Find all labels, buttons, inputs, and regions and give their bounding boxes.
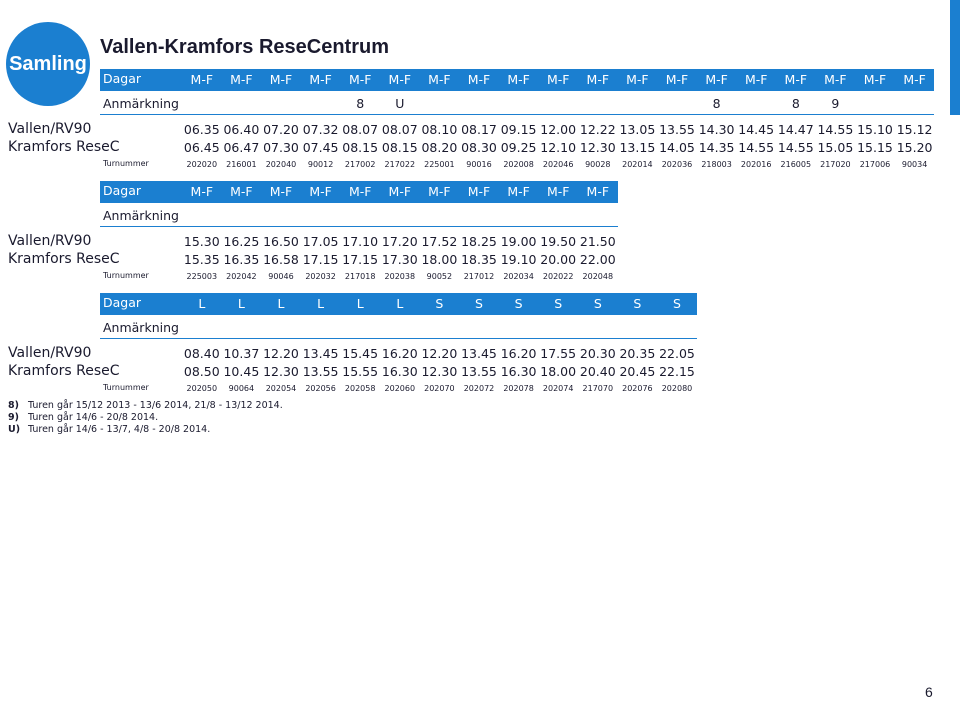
day-cell: L bbox=[356, 296, 364, 311]
departure-time: 08.40 bbox=[183, 346, 220, 361]
day-cell: L bbox=[277, 296, 285, 311]
turnummer-cell: 90034 bbox=[901, 160, 928, 169]
day-cell: M-F bbox=[784, 72, 808, 87]
turnummer-cell: 217006 bbox=[859, 160, 891, 169]
day-cell: L bbox=[237, 296, 245, 311]
accent-bar bbox=[950, 0, 960, 115]
turnummer-cell: 217018 bbox=[344, 272, 376, 281]
arrival-time: 12.30 bbox=[421, 364, 458, 379]
turnummer-cell: 202056 bbox=[305, 384, 336, 393]
turnummer-cell: 90064 bbox=[228, 384, 255, 393]
day-cell: M-F bbox=[705, 72, 728, 87]
day-cell: M-F bbox=[428, 72, 451, 87]
arrival-time: 08.20 bbox=[421, 140, 458, 155]
turnummer-cell: 202078 bbox=[503, 384, 534, 393]
departure-time: 18.25 bbox=[461, 234, 497, 249]
arrival-time: 13.55 bbox=[461, 364, 497, 379]
turnummer-cell: 202048 bbox=[582, 272, 614, 281]
arrival-time: 08.50 bbox=[183, 364, 220, 379]
arrival-time: 18.00 bbox=[421, 252, 458, 267]
departure-time: 17.10 bbox=[342, 234, 379, 249]
note-cell: 8 bbox=[791, 96, 800, 111]
departure-time: 16.20 bbox=[500, 346, 537, 361]
section-rule bbox=[100, 338, 697, 339]
departure-time: 19.50 bbox=[540, 234, 577, 249]
departure-time: 19.00 bbox=[500, 234, 537, 249]
arrival-time: 08.15 bbox=[342, 140, 379, 155]
departure-time: 15.12 bbox=[896, 122, 933, 137]
day-cell: M-F bbox=[190, 72, 214, 87]
day-cell: M-F bbox=[546, 184, 570, 199]
turnummer-cell: 202074 bbox=[542, 384, 574, 393]
day-cell: M-F bbox=[348, 72, 372, 87]
turnummer-cell: 217070 bbox=[582, 384, 614, 393]
departure-time: 14.45 bbox=[738, 122, 775, 137]
arrival-time: 16.30 bbox=[500, 364, 537, 379]
stop-kramfors: Kramfors ReseC bbox=[8, 139, 120, 155]
stop-vallen: Vallen/RV90 bbox=[8, 121, 92, 137]
departure-time: 07.20 bbox=[263, 122, 299, 137]
arrival-time: 06.45 bbox=[183, 140, 220, 155]
turnummer-cell: 225003 bbox=[186, 272, 218, 281]
day-cell: S bbox=[554, 296, 563, 311]
arrival-time: 20.45 bbox=[619, 364, 656, 379]
departure-time: 08.10 bbox=[421, 122, 458, 137]
turnummer-cell: 202050 bbox=[186, 384, 218, 393]
turnummer-cell: 202016 bbox=[740, 160, 772, 169]
day-cell: S bbox=[475, 296, 483, 311]
departure-time: 15.45 bbox=[342, 346, 379, 361]
arrival-time: 14.05 bbox=[659, 140, 695, 155]
departure-time: 22.05 bbox=[659, 346, 695, 361]
turnummer-cell: 218003 bbox=[701, 160, 732, 169]
arrival-time: 06.47 bbox=[223, 140, 260, 155]
arrival-time: 16.30 bbox=[381, 364, 418, 379]
day-cell: M-F bbox=[269, 72, 293, 87]
arrival-time: 12.30 bbox=[579, 140, 616, 155]
day-cell: M-F bbox=[388, 184, 412, 199]
turnummer-cell: 202054 bbox=[265, 384, 297, 393]
departure-time: 20.35 bbox=[619, 346, 656, 361]
turnummer-cell: 90052 bbox=[426, 272, 453, 281]
arrival-time: 20.00 bbox=[540, 252, 577, 267]
day-cell: S bbox=[633, 296, 642, 311]
departure-time: 13.45 bbox=[302, 346, 339, 361]
turnummer-cell: 202080 bbox=[661, 384, 693, 393]
page-number: 6 bbox=[925, 684, 933, 700]
footnote-8: 8) Turen går 15/12 2013 - 13/6 2014, 21/8 - 13/12 2014. bbox=[8, 400, 283, 411]
turnummer-cell: 90046 bbox=[268, 272, 294, 281]
day-cell: M-F bbox=[626, 72, 649, 87]
dagar-label: Dagar bbox=[103, 183, 142, 198]
departure-time: 14.30 bbox=[698, 122, 735, 137]
departure-time: 10.37 bbox=[223, 346, 260, 361]
day-cell: M-F bbox=[467, 184, 491, 199]
arrival-time: 17.15 bbox=[342, 252, 379, 267]
departure-time: 06.40 bbox=[223, 122, 260, 137]
arrival-time: 08.30 bbox=[461, 140, 497, 155]
turnummer-cell: 202046 bbox=[542, 160, 574, 169]
turnummer-label: Turnummer bbox=[103, 159, 149, 168]
arrival-time: 15.05 bbox=[817, 140, 854, 155]
turnummer-cell: 202032 bbox=[305, 272, 336, 281]
departure-time: 12.22 bbox=[579, 122, 616, 137]
arrival-time: 08.15 bbox=[381, 140, 418, 155]
arrival-time: 07.45 bbox=[302, 140, 339, 155]
arrival-time: 19.10 bbox=[500, 252, 537, 267]
anmarkning-label: Anmärkning bbox=[103, 208, 179, 223]
day-cell: M-F bbox=[230, 184, 253, 199]
day-cell: M-F bbox=[309, 184, 332, 199]
turnummer-cell: 90016 bbox=[466, 160, 492, 169]
turnummer-cell: 217020 bbox=[820, 160, 851, 169]
arrival-time: 14.35 bbox=[698, 140, 735, 155]
stop-vallen: Vallen/RV90 bbox=[8, 345, 92, 361]
anmarkning-label: Anmärkning bbox=[103, 320, 179, 335]
turnummer-cell: 202036 bbox=[661, 160, 693, 169]
departure-time: 20.30 bbox=[579, 346, 616, 361]
departure-time: 21.50 bbox=[579, 234, 616, 249]
day-cell: M-F bbox=[744, 72, 768, 87]
turnummer-cell: 216005 bbox=[780, 160, 812, 169]
turnummer-label: Turnummer bbox=[103, 271, 149, 280]
footnote-9: 9) Turen går 14/6 - 20/8 2014. bbox=[8, 412, 159, 423]
day-cell: M-F bbox=[546, 72, 570, 87]
arrival-time: 07.30 bbox=[263, 140, 299, 155]
day-cell: M-F bbox=[863, 72, 887, 87]
turnummer-label: Turnummer bbox=[103, 383, 149, 392]
section-rule bbox=[100, 114, 934, 115]
departure-time: 16.25 bbox=[223, 234, 260, 249]
turnummer-cell: 90028 bbox=[585, 160, 611, 169]
turnummer-cell: 202060 bbox=[384, 384, 416, 393]
stop-vallen: Vallen/RV90 bbox=[8, 233, 92, 249]
day-cell: M-F bbox=[467, 72, 491, 87]
turnummer-cell: 202014 bbox=[622, 160, 653, 169]
departure-time: 12.20 bbox=[421, 346, 458, 361]
arrival-time: 09.25 bbox=[500, 140, 537, 155]
note-cell: U bbox=[395, 96, 405, 111]
day-cell: M-F bbox=[507, 72, 530, 87]
stop-kramfors: Kramfors ReseC bbox=[8, 251, 120, 267]
departure-time: 08.07 bbox=[342, 122, 379, 137]
turnummer-cell: 202072 bbox=[463, 384, 495, 393]
turnummer-cell: 202020 bbox=[186, 160, 218, 169]
arrival-time: 15.35 bbox=[183, 252, 220, 267]
departure-time: 13.55 bbox=[659, 122, 695, 137]
departure-time: 12.20 bbox=[263, 346, 299, 361]
day-cell: L bbox=[396, 296, 404, 311]
arrival-time: 17.30 bbox=[381, 252, 418, 267]
turnummer-cell: 90012 bbox=[307, 160, 334, 169]
day-cell: S bbox=[593, 296, 602, 311]
turnummer-cell: 202070 bbox=[424, 384, 455, 393]
departure-time: 14.55 bbox=[817, 122, 854, 137]
day-cell: M-F bbox=[190, 184, 214, 199]
arrival-time: 20.40 bbox=[579, 364, 616, 379]
turnummer-cell: 217002 bbox=[344, 160, 376, 169]
arrival-time: 13.15 bbox=[619, 140, 656, 155]
day-cell: M-F bbox=[665, 72, 689, 87]
arrival-time: 12.30 bbox=[263, 364, 299, 379]
arrival-time: 22.15 bbox=[659, 364, 695, 379]
note-cell: 8 bbox=[712, 96, 721, 111]
departure-time: 08.17 bbox=[461, 122, 497, 137]
samling-logo bbox=[6, 22, 90, 106]
turnummer-cell: 202034 bbox=[503, 272, 534, 281]
turnummer-cell: 202008 bbox=[503, 160, 534, 169]
arrival-time: 15.55 bbox=[342, 364, 379, 379]
departure-time: 12.00 bbox=[540, 122, 577, 137]
departure-time: 15.30 bbox=[183, 234, 220, 249]
dagar-label: Dagar bbox=[103, 71, 142, 86]
note-cell: 8 bbox=[356, 96, 365, 111]
arrival-time: 12.10 bbox=[540, 140, 577, 155]
page-title: Vallen-Kramfors ReseCentrum bbox=[100, 36, 389, 58]
day-cell: M-F bbox=[348, 184, 372, 199]
turnummer-cell: 202076 bbox=[622, 384, 653, 393]
arrival-time: 18.00 bbox=[540, 364, 577, 379]
departure-time: 15.10 bbox=[857, 122, 893, 137]
stop-kramfors: Kramfors ReseC bbox=[8, 363, 120, 379]
day-cell: L bbox=[317, 296, 325, 311]
dagar-label: Dagar bbox=[103, 295, 142, 310]
footnote-u: U) Turen går 14/6 - 13/7, 4/8 - 20/8 2014. bbox=[8, 424, 211, 435]
arrival-time: 15.20 bbox=[896, 140, 933, 155]
departure-time: 14.47 bbox=[777, 122, 814, 137]
turnummer-cell: 202022 bbox=[542, 272, 574, 281]
day-cell: M-F bbox=[586, 184, 610, 199]
day-cell: M-F bbox=[230, 72, 253, 87]
note-cell: 9 bbox=[831, 96, 840, 111]
turnummer-cell: 202042 bbox=[226, 272, 257, 281]
day-cell: S bbox=[514, 296, 523, 311]
arrival-time: 18.35 bbox=[461, 252, 497, 267]
departure-time: 09.15 bbox=[500, 122, 537, 137]
day-cell: M-F bbox=[428, 184, 451, 199]
turnummer-cell: 216001 bbox=[226, 160, 257, 169]
arrival-time: 14.55 bbox=[738, 140, 775, 155]
day-cell: M-F bbox=[824, 72, 847, 87]
day-cell: L bbox=[198, 296, 206, 311]
arrival-time: 15.15 bbox=[857, 140, 893, 155]
day-cell: M-F bbox=[388, 72, 412, 87]
departure-time: 17.20 bbox=[381, 234, 418, 249]
departure-time: 16.50 bbox=[263, 234, 299, 249]
departure-time: 17.05 bbox=[302, 234, 339, 249]
day-cell: S bbox=[673, 296, 681, 311]
day-cell: M-F bbox=[586, 72, 610, 87]
day-cell: M-F bbox=[309, 72, 332, 87]
anmarkning-label: Anmärkning bbox=[103, 96, 179, 111]
departure-time: 13.45 bbox=[461, 346, 497, 361]
departure-time: 13.05 bbox=[619, 122, 656, 137]
day-cell: M-F bbox=[903, 72, 926, 87]
day-cell: M-F bbox=[507, 184, 530, 199]
departure-time: 16.20 bbox=[381, 346, 418, 361]
turnummer-cell: 217022 bbox=[384, 160, 416, 169]
turnummer-cell: 225001 bbox=[424, 160, 455, 169]
logo-text: Samling bbox=[9, 52, 87, 75]
arrival-time: 16.58 bbox=[263, 252, 299, 267]
departure-time: 06.35 bbox=[183, 122, 220, 137]
day-cell: S bbox=[435, 296, 444, 311]
turnummer-cell: 202040 bbox=[265, 160, 297, 169]
turnummer-cell: 202038 bbox=[384, 272, 416, 281]
departure-time: 17.55 bbox=[540, 346, 577, 361]
turnummer-cell: 202058 bbox=[344, 384, 376, 393]
departure-time: 17.52 bbox=[421, 234, 458, 249]
arrival-time: 10.45 bbox=[223, 364, 260, 379]
departure-time: 07.32 bbox=[302, 122, 339, 137]
day-cell: M-F bbox=[269, 184, 293, 199]
arrival-time: 16.35 bbox=[223, 252, 260, 267]
arrival-time: 14.55 bbox=[777, 140, 814, 155]
arrival-time: 17.15 bbox=[302, 252, 339, 267]
turnummer-cell: 217012 bbox=[463, 272, 495, 281]
arrival-time: 22.00 bbox=[579, 252, 616, 267]
arrival-time: 13.55 bbox=[302, 364, 339, 379]
departure-time: 08.07 bbox=[381, 122, 418, 137]
section-rule bbox=[100, 226, 618, 227]
